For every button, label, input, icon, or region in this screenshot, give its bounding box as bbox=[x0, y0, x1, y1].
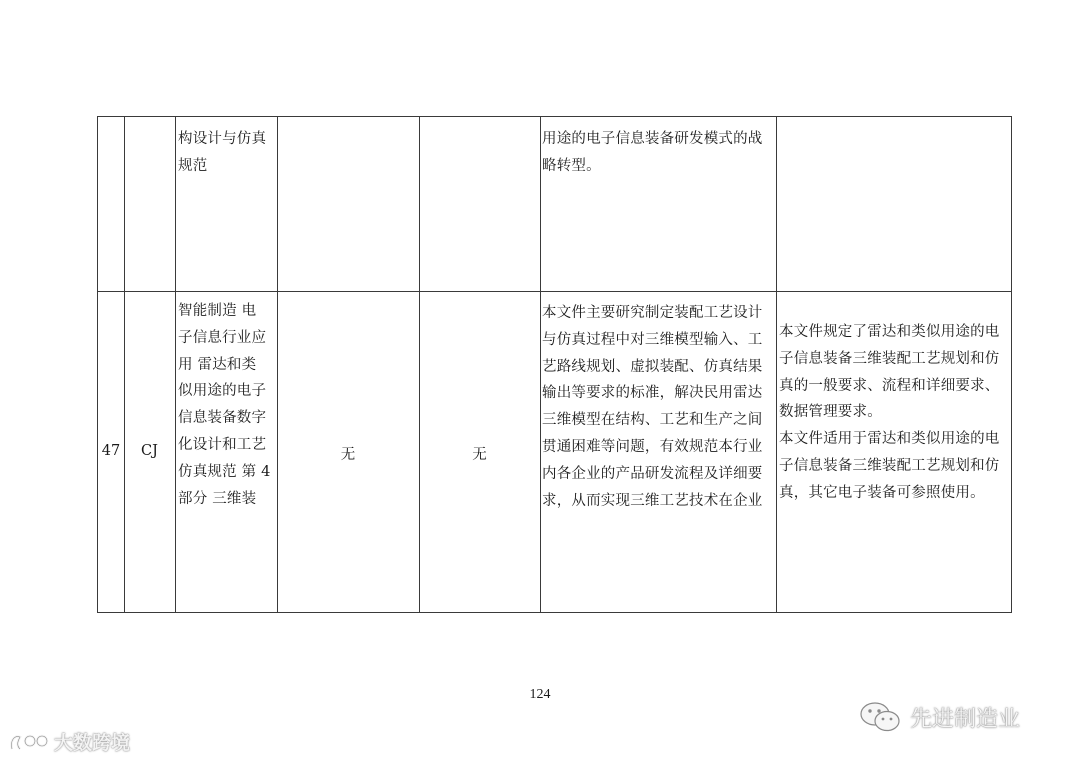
column-divider bbox=[175, 117, 176, 612]
row2-description-cell: 本文件主要研究制定装配工艺设计 与仿真过程中对三维模型输入、工 艺路线规划、虚拟装配、仿真结果 输出等要求的标准，解决民用雷达 三维模型在结构、工艺和生产之间 贯通困难等问题，有效规范本行业 内各企业的产品研发流程及详细要 求，从而实现三维工艺技术在企业 bbox=[542, 305, 763, 509]
row2-name-cell: 智能制造 电 子信息行业应 用 雷达和类 似用途的电子 信息装备数字 化设计和工艺 仿真规范 第 4 部分 三维装 bbox=[178, 303, 271, 507]
column-divider bbox=[277, 117, 278, 612]
column-divider bbox=[776, 117, 777, 612]
page-number: 124 bbox=[529, 687, 551, 702]
row2-col5-cell: 无 bbox=[472, 447, 487, 463]
column-divider bbox=[124, 117, 125, 612]
watermark-left-text: 大数跨境 bbox=[54, 732, 131, 754]
column-divider bbox=[419, 117, 420, 612]
watermark-right bbox=[858, 700, 1020, 734]
standards-table bbox=[97, 116, 1012, 613]
wechat-icon bbox=[858, 700, 902, 734]
column-divider bbox=[540, 117, 541, 612]
row2-scope-cell: 本文件规定了雷达和类似用途的电 子信息装备三维装配工艺规划和仿 真的一般要求、流程和详细要求、 数据管理要求。 本文件适用于雷达和类似用途的电 子信息装备三维装配工艺规划和仿 真，其它电子装备可参照使用。 bbox=[779, 324, 1000, 501]
watermark-left bbox=[8, 728, 130, 755]
row1-description-cell: 用途的电子信息装备研发模式的战 略转型。 bbox=[542, 131, 763, 174]
row-divider bbox=[98, 291, 1011, 292]
logo-icon bbox=[8, 731, 50, 753]
row2-number-cell: 47 bbox=[101, 443, 121, 459]
row2-category-cell: CJ bbox=[141, 443, 158, 459]
row1-name-cell: 构设计与仿真 规范 bbox=[178, 131, 267, 174]
row2-col4-cell: 无 bbox=[340, 447, 356, 463]
watermark-right-text: 先进制造业 bbox=[910, 706, 1021, 732]
